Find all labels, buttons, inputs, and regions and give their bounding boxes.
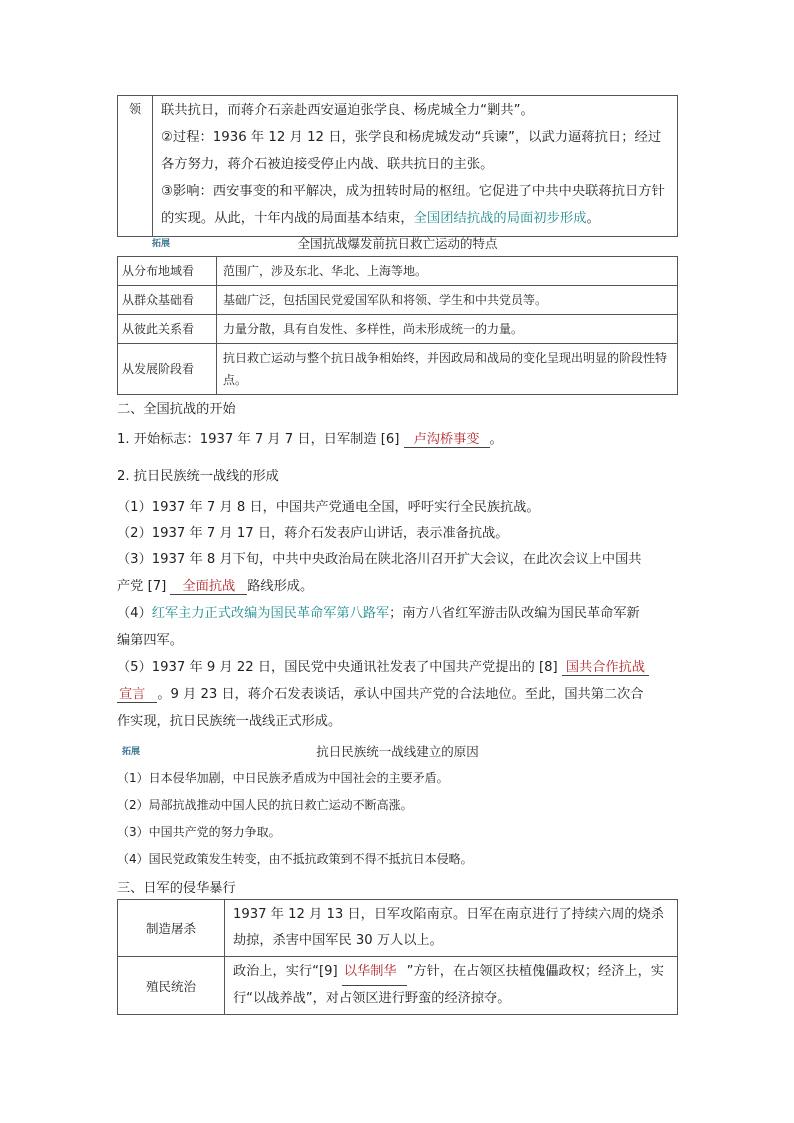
- point-5-prefix: （5）1937 年 9 月 22 日，国民党中央通讯社发表了中国共产党提出的 [8]: [117, 660, 562, 675]
- point-3-prefix: 产党 [7]: [117, 579, 171, 594]
- top-table: [117, 95, 678, 237]
- line-1: 联共抗日，而蒋介石亲赴西安逼迫张学良、杨虎城全力“剿共”。: [161, 103, 534, 118]
- row-value: [225, 957, 678, 1015]
- table-row: [118, 286, 678, 315]
- point-4-line-1: [117, 602, 640, 621]
- point-3-line-2: [117, 575, 313, 595]
- section-heading: 三、日军的侵华暴行: [117, 881, 236, 896]
- answer-blank: 国共合作抗战: [562, 656, 649, 676]
- point-4-prefix: （4）: [117, 606, 152, 621]
- list-item: （1）日本侵华加剧，中日民族矛盾成为中国社会的主要矛盾。: [117, 771, 449, 785]
- atrocities-table: [117, 899, 678, 1015]
- answer-blank: 以华制华: [342, 959, 407, 986]
- impact-text: ③影响：西安事变的和平解决，成为扭转时局的枢纽。它促进了中共中央联蒋抗日方针的实现。从此，十年内战的局面基本结束，: [161, 184, 665, 226]
- answer-blank: 宣言: [117, 683, 157, 703]
- table-row: [118, 900, 678, 957]
- point-5-line-1: [117, 656, 649, 676]
- point-3-line-1: （3）1937 年 8 月下旬，中共中央政治局在陕北洛川召开扩大会议，在此次会议上中国共: [117, 552, 642, 567]
- point-4-suffix: ；南方八省红军游击队改编为国民革命军新: [389, 606, 640, 621]
- row-value: 1937 年 12 月 13 日，日军攻陷南京。日军在南京进行了持续六周的烧杀劫掠，杀害中国军民 30 万人以上。: [225, 900, 678, 957]
- extension-title: 全国抗战爆发前抗日救亡运动的特点: [297, 236, 498, 251]
- list-item: （2）局部抗战推动中国人民的抗日救亡运动不断高涨。: [117, 798, 413, 812]
- table-label-cell: [118, 96, 153, 237]
- characteristics-table: [117, 256, 678, 395]
- point-1: （1）1937 年 7 月 8 日，中国共产党通电全国，呼吁实行全民族抗战。: [117, 500, 540, 515]
- table-label: 领: [128, 102, 141, 116]
- row-value-prefix: 政治上，实行“[9]: [233, 964, 342, 979]
- row-key: 从分布地域看: [118, 257, 217, 286]
- item-1-text: 1. 开始标志：1937 年 7 月 7 日，日军制造 [6]: [117, 432, 404, 447]
- list-item: （3）中国共产党的努力争取。: [117, 825, 281, 839]
- table-row: [118, 257, 678, 286]
- process-paragraph: ②过程：1936 年 12 月 12 日，张学良和杨虎城发动“兵谏”，以武力逼蒋抗日；经过各方努力，蒋介石被迫接受停止内战、联共抗日的主张。: [161, 130, 662, 172]
- extension-tag: 拓展: [152, 239, 171, 249]
- section-heading: 二、全国抗战的开始: [117, 402, 236, 417]
- row-value: 力量分散，具有自发性、多样性，尚未形成统一的力量。: [217, 315, 678, 344]
- row-key: 从彼此关系看: [118, 315, 217, 344]
- row-value: 抗日救亡运动与整个抗日战争相始终，并因政局和战局的变化呈现出明显的阶段性特点。: [217, 344, 678, 395]
- row-key: 制造屠杀: [118, 900, 225, 957]
- table-row: [118, 315, 678, 344]
- extension-tag: 拓展: [122, 747, 141, 757]
- answer-blank: 卢沟桥事变: [404, 428, 490, 448]
- impact-suffix: 。: [586, 211, 600, 226]
- list-item: （4）国民党政策发生转变，由不抵抗政策到不得不抵抗日本侵略。: [117, 852, 473, 866]
- point-2: （2）1937 年 7 月 17 日，蒋介石发表庐山讲话，表示准备抗战。: [117, 526, 509, 541]
- table-row: [118, 957, 678, 1015]
- row-key: 从群众基础看: [118, 286, 217, 315]
- row-value-suffix: ”方针，在占领区扶植傀儡政权；经济上，实行“以战养战”，对占领区进行野蛮的经济掠夺。: [233, 964, 664, 1006]
- row-value: 范围广，涉及东北、华北、上海等地。: [217, 257, 678, 286]
- item-2: 2. 抗日民族统一战线的形成: [117, 469, 279, 484]
- point-4-line-2: 编第四军。: [117, 633, 183, 648]
- point-5-line-2: [117, 683, 644, 703]
- item-1-suffix: 。: [489, 432, 503, 447]
- item-1: [117, 428, 503, 448]
- table-body-cell: [153, 96, 678, 237]
- row-value: 基础广泛，包括国民党爱国军队和将领、学生和中共党员等。: [217, 286, 678, 315]
- point-5-suffix: 。9 月 23 日，蒋介石发表谈话，承认中国共产党的合法地位。至此，国共第二次合: [157, 687, 644, 702]
- impact-paragraph: [161, 178, 671, 232]
- extension-title: 抗日民族统一战线建立的原因: [316, 744, 479, 759]
- table-row: [118, 344, 678, 395]
- point-4-highlight: 红军主力正式改编为国民革命军第八路军: [151, 606, 390, 621]
- row-key: 殖民统治: [118, 957, 225, 1015]
- point-3-suffix: 路线形成。: [247, 579, 314, 594]
- point-5-line-3: 作实现，抗日民族统一战线正式形成。: [117, 714, 342, 729]
- answer-blank: 全面抗战: [170, 575, 247, 595]
- row-key: 从发展阶段看: [118, 344, 217, 395]
- impact-highlight: 全国团结抗战的局面初步形成: [413, 211, 587, 226]
